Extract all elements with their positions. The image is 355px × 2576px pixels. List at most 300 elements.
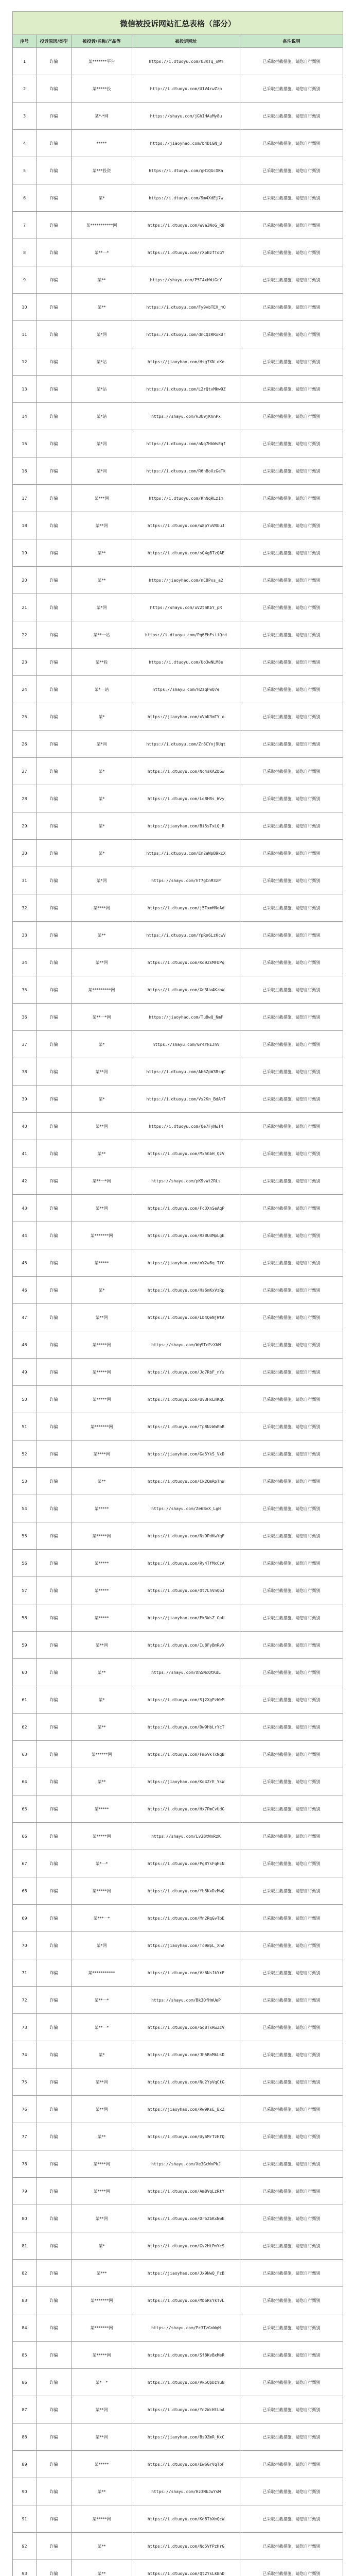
- cell-type: 诈骗: [37, 485, 72, 512]
- cell-url: https://i.dtuoyu.com/Ab6ZpW3RsqC: [132, 1058, 240, 1086]
- cell-name: 某*: [72, 1277, 132, 1304]
- table-row: [13, 1522, 343, 1550]
- cell-type: 诈骗: [37, 1331, 72, 1359]
- cell-no: 24: [13, 676, 37, 703]
- cell-note: 已采取拦截措施，请您自行甄别: [240, 1577, 343, 1604]
- cell-type: 诈骗: [37, 840, 72, 867]
- cell-no: 88: [13, 2424, 37, 2451]
- cell-no: 31: [13, 867, 37, 894]
- cell-no: 93: [13, 2560, 37, 2576]
- cell-type: 诈骗: [37, 2287, 72, 2314]
- cell-name: 某**: [72, 1468, 132, 1495]
- cell-type: 诈骗: [37, 1550, 72, 1577]
- table-row: [13, 2314, 343, 2342]
- table-row: [13, 703, 343, 731]
- cell-type: 诈骗: [37, 1577, 72, 1604]
- cell-note: 已采取拦截措施，请您自行甄别: [240, 1359, 343, 1386]
- cell-name: 某**网: [72, 2205, 132, 2232]
- cell-no: 92: [13, 2533, 37, 2560]
- cell-name: 某**网: [72, 1632, 132, 1659]
- table-row: [13, 294, 343, 321]
- cell-url: https://shayu.com/Ah5NcQtKdL: [132, 1659, 240, 1686]
- cell-name: 某*****网: [72, 1877, 132, 1905]
- cell-name: 某**: [72, 2123, 132, 2150]
- cell-type: 诈骗: [37, 1440, 72, 1468]
- cell-url: https://i.dtuoyu.com/Wva3NoG_R8: [132, 212, 240, 239]
- cell-no: 84: [13, 2314, 37, 2342]
- cell-note: 已采取拦截措施，请您自行甄别: [240, 1468, 343, 1495]
- cell-note: 已采取拦截措施，请您自行甄别: [240, 239, 343, 266]
- cell-url: https://jiaoyhao.com/Tu8wQ_NmF: [132, 1004, 240, 1031]
- cell-note: 已采取拦截措施，请您自行甄别: [240, 1167, 343, 1195]
- cell-no: 86: [13, 2369, 37, 2396]
- cell-no: 71: [13, 1959, 37, 1987]
- cell-type: 诈骗: [37, 2123, 72, 2150]
- cell-name: 某*: [72, 1686, 132, 1714]
- table-row: [13, 130, 343, 157]
- table-row: [13, 403, 343, 430]
- cell-url: https://jiaoyhao.com/Jx9NwQ_FzB: [132, 2260, 240, 2287]
- complaint-table: [12, 11, 343, 2576]
- cell-url: https://i.dtuoyu.com/KhNqRLz1m: [132, 485, 240, 512]
- table-row: [13, 594, 343, 621]
- cell-note: 已采取拦截措施，请您自行甄别: [240, 75, 343, 103]
- cell-url: https://i.dtuoyu.com/Qt2YsLkBnD: [132, 2560, 240, 2576]
- cell-type: 诈骗: [37, 894, 72, 922]
- cell-no: 50: [13, 1386, 37, 1413]
- cell-note: 已采取拦截措施，请您自行甄别: [240, 758, 343, 785]
- cell-name: 某**一站: [72, 621, 132, 649]
- cell-no: 76: [13, 2096, 37, 2123]
- cell-type: 诈骗: [37, 2369, 72, 2396]
- cell-no: 51: [13, 1413, 37, 1440]
- cell-note: 已采取拦截措施，请您自行甄别: [240, 2287, 343, 2314]
- table-row: [13, 894, 343, 922]
- cell-note: 已采取拦截措施，请您自行甄别: [240, 403, 343, 430]
- cell-name: 某*****网: [72, 1386, 132, 1413]
- cell-note: 已采取拦截措施，请您自行甄别: [240, 2232, 343, 2260]
- table-row: [13, 2505, 343, 2533]
- cell-name: 某*: [72, 184, 132, 212]
- cell-note: 已采取拦截措施，请您自行甄别: [240, 321, 343, 348]
- cell-no: 74: [13, 2041, 37, 2069]
- cell-note: 已采取拦截措施，请您自行甄别: [240, 266, 343, 294]
- table-row: [13, 266, 343, 294]
- cell-name: 某*******网: [72, 1413, 132, 1440]
- cell-type: 诈骗: [37, 1140, 72, 1167]
- cell-name: 某*****: [72, 1495, 132, 1522]
- cell-name: 某*******网: [72, 2314, 132, 2342]
- table-row: [13, 1604, 343, 1632]
- table-row: [13, 812, 343, 840]
- cell-type: 诈骗: [37, 1304, 72, 1331]
- cell-type: 诈骗: [37, 1632, 72, 1659]
- cell-url: https://i.dtuoyu.com/Am8VqLzRtY: [132, 2178, 240, 2205]
- cell-type: 诈骗: [37, 2533, 72, 2560]
- cell-no: 37: [13, 1031, 37, 1058]
- cell-type: 诈骗: [37, 539, 72, 567]
- cell-url: https://i.dtuoyu.com/Fc3XnSeAqP: [132, 1195, 240, 1222]
- cell-no: 47: [13, 1304, 37, 1331]
- cell-url: https://i.dtuoyu.com/Uv3HxLmKqC: [132, 1386, 240, 1413]
- cell-type: 诈骗: [37, 1086, 72, 1113]
- cell-type: 诈骗: [37, 949, 72, 976]
- cell-name: 某**网: [72, 1058, 132, 1086]
- table-row: [13, 1877, 343, 1905]
- cell-url: https://jiaoyhao.com/Bi5sTxLQ_R: [132, 812, 240, 840]
- table-row: [13, 567, 343, 594]
- cell-type: 诈骗: [37, 1987, 72, 2014]
- cell-url: https://i.dtuoyu.com/Xn3UvAKzbW: [132, 976, 240, 1004]
- table-row: [13, 1823, 343, 1850]
- cell-url: https://i.dtuoyu.com/Ns9PdKwYqF: [132, 1522, 240, 1550]
- cell-note: 已采取拦截措施，请您自行甄别: [240, 1113, 343, 1140]
- cell-type: 诈骗: [37, 2232, 72, 2260]
- cell-url: https://jiaoyhao.com/b4DiGN_8: [132, 130, 240, 157]
- cell-note: 已采取拦截措施，请您自行甄别: [240, 649, 343, 676]
- table-title: 微信被投诉网站汇总表格（部分）: [13, 12, 343, 35]
- cell-note: 已采取拦截措施，请您自行甄别: [240, 2560, 343, 2576]
- cell-name: 某**一*: [72, 1987, 132, 2014]
- cell-url: https://i.dtuoyu.com/Sj2XgPzWeM: [132, 1686, 240, 1714]
- cell-no: 83: [13, 2287, 37, 2314]
- cell-name: 某*********网: [72, 976, 132, 1004]
- table-row: [13, 976, 343, 1004]
- cell-url: https://i.dtuoyu.com/Fy9vbTEX_mO: [132, 294, 240, 321]
- cell-name: 某*: [72, 758, 132, 785]
- cell-url: https://i.dtuoyu.com/rXpBzfToGY: [132, 239, 240, 266]
- table-row: [13, 1140, 343, 1167]
- cell-url: https://shayu.com/H2zqFwQ7e: [132, 676, 240, 703]
- table-row: [13, 321, 343, 348]
- cell-note: 已采取拦截措施，请您自行甄别: [240, 2533, 343, 2560]
- cell-note: 已采取拦截措施，请您自行甄别: [240, 2178, 343, 2205]
- cell-url: https://jiaoyhao.com/Bs9ZmR_KxC: [132, 2424, 240, 2451]
- cell-url: https://i.dtuoyu.com/Kd9ZsMFbPq: [132, 949, 240, 976]
- cell-no: 6: [13, 184, 37, 212]
- cell-name: 某**投: [72, 649, 132, 676]
- cell-no: 32: [13, 894, 37, 922]
- cell-no: 78: [13, 2150, 37, 2178]
- cell-note: 已采取拦截措施，请您自行甄别: [240, 1440, 343, 1468]
- table-row: [13, 2096, 343, 2123]
- cell-type: 诈骗: [37, 1413, 72, 1440]
- cell-type: 诈骗: [37, 1768, 72, 1795]
- cell-name: 某***: [72, 2260, 132, 2287]
- cell-no: 82: [13, 2260, 37, 2287]
- table-row: [13, 1577, 343, 1604]
- cell-note: 已采取拦截措施，请您自行甄别: [240, 2150, 343, 2178]
- cell-note: 已采取拦截措施，请您自行甄别: [240, 512, 343, 539]
- table-row: [13, 2287, 343, 2314]
- cell-url: https://shayu.com/pK9vWt2RLs: [132, 1167, 240, 1195]
- cell-url: https://jiaoyhao.com/nY2wBq_TfC: [132, 1249, 240, 1277]
- cell-no: 27: [13, 758, 37, 785]
- cell-note: 已采取拦截措施，请您自行甄别: [240, 1932, 343, 1959]
- cell-url: https://i.dtuoyu.com/Mn2RqGvTbE: [132, 1905, 240, 1932]
- cell-no: 61: [13, 1686, 37, 1714]
- cell-url: https://i.dtuoyu.com/Vz6NsJkYrF: [132, 1959, 240, 1987]
- cell-url: https://shayu.com/Gr4YkEJhV: [132, 1031, 240, 1058]
- cell-type: 诈骗: [37, 266, 72, 294]
- cell-no: 62: [13, 1714, 37, 1741]
- table-row: [13, 1167, 343, 1195]
- cell-url: https://i.dtuoyu.com/Gq8TxRwZcV: [132, 2014, 240, 2041]
- cell-type: 诈骗: [37, 403, 72, 430]
- cell-type: 诈骗: [37, 294, 72, 321]
- cell-type: 诈骗: [37, 430, 72, 457]
- cell-name: 某**: [72, 2533, 132, 2560]
- table-row: [13, 1659, 343, 1686]
- cell-no: 43: [13, 1195, 37, 1222]
- cell-url: https://shayu.com/Ze6BvX_LgH: [132, 1495, 240, 1522]
- cell-type: 诈骗: [37, 376, 72, 403]
- cell-name: 某***网: [72, 485, 132, 512]
- table-row: [13, 539, 343, 567]
- cell-type: 诈骗: [37, 184, 72, 212]
- cell-note: 已采取拦截措施，请您自行甄别: [240, 1086, 343, 1113]
- cell-no: 34: [13, 949, 37, 976]
- cell-note: 已采取拦截措施，请您自行甄别: [240, 1741, 343, 1768]
- cell-name: 某*****网: [72, 2505, 132, 2533]
- cell-note: 已采取拦截措施，请您自行甄别: [240, 2260, 343, 2287]
- cell-type: 诈骗: [37, 2342, 72, 2369]
- cell-no: 64: [13, 1768, 37, 1795]
- cell-name: 某*: [72, 840, 132, 867]
- cell-note: 已采取拦截措施，请您自行甄别: [240, 1386, 343, 1413]
- cell-type: 诈骗: [37, 130, 72, 157]
- cell-url: https://i.dtuoyu.com/Dw9HbLrYcT: [132, 1714, 240, 1741]
- cell-name: 某*****: [72, 2451, 132, 2478]
- cell-note: 已采取拦截措施，请您自行甄别: [240, 1686, 343, 1714]
- cell-note: 已采取拦截措施，请您自行甄别: [240, 1304, 343, 1331]
- table-row: [13, 676, 343, 703]
- cell-note: 已采取拦截措施，请您自行甄别: [240, 348, 343, 376]
- table-row: [13, 1249, 343, 1277]
- cell-name: 某*站: [72, 348, 132, 376]
- cell-type: 诈骗: [37, 567, 72, 594]
- cell-note: 已采取拦截措施，请您自行甄别: [240, 1850, 343, 1877]
- cell-name: 某**: [72, 1659, 132, 1686]
- cell-no: 1: [13, 48, 37, 75]
- cell-name: 某*网: [72, 321, 132, 348]
- cell-type: 诈骗: [37, 649, 72, 676]
- cell-no: 2: [13, 75, 37, 103]
- cell-type: 诈骗: [37, 1877, 72, 1905]
- cell-type: 诈骗: [37, 867, 72, 894]
- cell-no: 26: [13, 731, 37, 758]
- cell-name: 某******网: [72, 1741, 132, 1768]
- cell-no: 49: [13, 1359, 37, 1386]
- cell-no: 60: [13, 1659, 37, 1686]
- cell-url: https://jiaoyhao.com/Rw9KsE_BxZ: [132, 2096, 240, 2123]
- cell-name: 某***********网: [72, 212, 132, 239]
- cell-no: 45: [13, 1249, 37, 1277]
- cell-no: 29: [13, 812, 37, 840]
- cell-url: https://i.dtuoyu.com/aNq7HbWsEqf: [132, 430, 240, 457]
- cell-no: 80: [13, 2205, 37, 2232]
- cell-no: 28: [13, 785, 37, 812]
- cell-no: 17: [13, 485, 37, 512]
- table-row: [13, 1331, 343, 1359]
- table-row: [13, 1905, 343, 1932]
- table-row: [13, 1850, 343, 1877]
- cell-type: 诈骗: [37, 157, 72, 184]
- cell-url: https://i.dtuoyu.com/U3KTq_oWm: [132, 48, 240, 75]
- cell-note: 已采取拦截措施，请您自行甄别: [240, 1959, 343, 1987]
- cell-url: https://i.dtuoyu.com/Ck2QmRpTnW: [132, 1468, 240, 1495]
- cell-no: 67: [13, 1850, 37, 1877]
- cell-note: 已采取拦截措施，请您自行甄别: [240, 2505, 343, 2533]
- table-row: [13, 2123, 343, 2150]
- table-row: [13, 2424, 343, 2451]
- table-row: [13, 1031, 343, 1058]
- cell-no: 20: [13, 567, 37, 594]
- cell-name: 某**网: [72, 2396, 132, 2424]
- table-row: [13, 1359, 343, 1386]
- cell-type: 诈骗: [37, 2260, 72, 2287]
- cell-type: 诈骗: [37, 1195, 72, 1222]
- table-row: [13, 48, 343, 75]
- cell-no: 36: [13, 1004, 37, 1031]
- title-row: [13, 12, 343, 35]
- cell-type: 诈骗: [37, 1386, 72, 1413]
- cell-name: 某*站: [72, 403, 132, 430]
- cell-no: 54: [13, 1495, 37, 1522]
- cell-note: 已采取拦截措施，请您自行甄别: [240, 1140, 343, 1167]
- cell-type: 诈骗: [37, 512, 72, 539]
- header-type: 投诉原因/类型: [37, 35, 72, 48]
- table-row: [13, 1959, 343, 1987]
- table-row: [13, 2396, 343, 2424]
- cell-type: 诈骗: [37, 703, 72, 731]
- cell-note: 已采取拦截措施，请您自行甄别: [240, 2069, 343, 2096]
- cell-url: https://shayu.com/jGhIHAuMy8u: [132, 103, 240, 130]
- cell-type: 诈骗: [37, 2424, 72, 2451]
- cell-note: 已采取拦截措施，请您自行甄别: [240, 731, 343, 758]
- cell-type: 诈骗: [37, 594, 72, 621]
- cell-name: 某*网: [72, 457, 132, 485]
- table-row: [13, 1086, 343, 1113]
- cell-name: 某**: [72, 266, 132, 294]
- cell-type: 诈骗: [37, 2041, 72, 2069]
- cell-name: 某**网: [72, 1195, 132, 1222]
- cell-note: 已采取拦截措施，请您自行甄别: [240, 2014, 343, 2041]
- table-row: [13, 2533, 343, 2560]
- cell-note: 已采取拦截措施，请您自行甄别: [240, 1768, 343, 1795]
- cell-type: 诈骗: [37, 731, 72, 758]
- cell-type: 诈骗: [37, 239, 72, 266]
- cell-note: 已采取拦截措施，请您自行甄别: [240, 48, 343, 75]
- cell-type: 诈骗: [37, 812, 72, 840]
- cell-no: 55: [13, 1522, 37, 1550]
- table-row: [13, 922, 343, 949]
- header-name: 被投诉/名称/产品等: [72, 35, 132, 48]
- cell-url: https://jiaoyhao.com/Kq4ZrE_YsW: [132, 1768, 240, 1795]
- cell-note: 已采取拦截措施，请您自行甄别: [240, 2096, 343, 2123]
- cell-type: 诈骗: [37, 1741, 72, 1768]
- cell-name: 某**网: [72, 1113, 132, 1140]
- cell-no: 85: [13, 2342, 37, 2369]
- cell-url: https://jiaoyhao.com/Hsg7XN_oKe: [132, 348, 240, 376]
- table-row: [13, 2150, 343, 2178]
- cell-url: https://i.dtuoyu.com/Fm6VkTxNqB: [132, 1741, 240, 1768]
- cell-name: 某**一*网: [72, 1167, 132, 1195]
- cell-name: 某*网: [72, 430, 132, 457]
- cell-note: 已采取拦截措施，请您自行甄别: [240, 2123, 343, 2150]
- cell-name: 某**: [72, 2560, 132, 2576]
- cell-note: 已采取拦截措施，请您自行甄别: [240, 2396, 343, 2424]
- cell-note: 已采取拦截措施，请您自行甄别: [240, 1877, 343, 1905]
- cell-name: 某*: [72, 785, 132, 812]
- cell-type: 诈骗: [37, 2150, 72, 2178]
- table-row: [13, 621, 343, 649]
- cell-no: 38: [13, 1058, 37, 1086]
- header-url: 被投诉网址: [132, 35, 240, 48]
- cell-note: 已采取拦截措施，请您自行甄别: [240, 894, 343, 922]
- cell-url: https://i.dtuoyu.com/Em2aWpB9kcX: [132, 840, 240, 867]
- cell-note: 已采取拦截措施，请您自行甄别: [240, 1249, 343, 1277]
- cell-url: https://i.dtuoyu.com/j5TxmHNeAd: [132, 894, 240, 922]
- cell-url: https://jiaoyhao.com/nC8Pxs_a2: [132, 567, 240, 594]
- cell-note: 已采取拦截措施，请您自行甄别: [240, 1823, 343, 1850]
- cell-note: 已采取拦截措施，请您自行甄别: [240, 976, 343, 1004]
- cell-url: https://shayu.com/hT7gCnM3zP: [132, 867, 240, 894]
- cell-no: 58: [13, 1604, 37, 1632]
- cell-no: 77: [13, 2123, 37, 2150]
- cell-note: 已采取拦截措施，请您自行甄别: [240, 1004, 343, 1031]
- cell-url: https://i.dtuoyu.com/W8pYuVRbuJ: [132, 512, 240, 539]
- table-row: [13, 1222, 343, 1249]
- cell-note: 已采取拦截措施，请您自行甄别: [240, 2424, 343, 2451]
- cell-name: 某**: [72, 294, 132, 321]
- cell-type: 诈骗: [37, 1468, 72, 1495]
- table-row: [13, 1004, 343, 1031]
- table-row: [13, 1195, 343, 1222]
- cell-type: 诈骗: [37, 1113, 72, 1140]
- header-row: [13, 35, 343, 48]
- cell-note: 已采取拦截措施，请您自行甄别: [240, 1632, 343, 1659]
- header-no: 序号: [13, 35, 37, 48]
- cell-url: https://i.dtuoyu.com/Ry4TfMxCzA: [132, 1550, 240, 1577]
- cell-note: 已采取拦截措施，请您自行甄别: [240, 1795, 343, 1823]
- cell-type: 诈骗: [37, 1495, 72, 1522]
- cell-name: 某**一*: [72, 2014, 132, 2041]
- cell-url: https://jiaoyhao.com/Ga5YkS_VxD: [132, 1440, 240, 1468]
- cell-name: 某*-*网: [72, 103, 132, 130]
- cell-no: 12: [13, 348, 37, 376]
- cell-no: 63: [13, 1741, 37, 1768]
- cell-note: 已采取拦截措施，请您自行甄别: [240, 430, 343, 457]
- cell-url: https://i.dtuoyu.com/sQ4gBTzQAE: [132, 539, 240, 567]
- cell-type: 诈骗: [37, 1714, 72, 1741]
- header-note: 备注说明: [240, 35, 343, 48]
- table-row: [13, 2342, 343, 2369]
- cell-type: 诈骗: [37, 2014, 72, 2041]
- cell-no: 53: [13, 1468, 37, 1495]
- cell-url: https://i.dtuoyu.com/Vk5QpDzYuN: [132, 2369, 240, 2396]
- cell-no: 73: [13, 2014, 37, 2041]
- cell-note: 已采取拦截措施，请您自行甄别: [240, 676, 343, 703]
- table-row: [13, 2560, 343, 2576]
- cell-url: https://i.dtuoyu.com/Yb5KxDzMwQ: [132, 1877, 240, 1905]
- cell-name: 某*: [72, 1086, 132, 1113]
- cell-note: 已采取拦截措施，请您自行甄别: [240, 184, 343, 212]
- cell-name: 某*****网: [72, 1522, 132, 1550]
- table-row: [13, 1714, 343, 1741]
- table-row: [13, 867, 343, 894]
- cell-no: 22: [13, 621, 37, 649]
